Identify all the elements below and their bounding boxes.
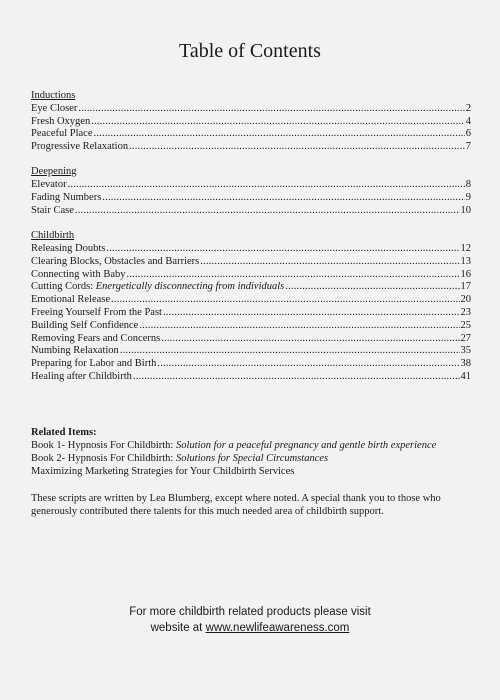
toc-entry bbox=[31, 294, 471, 307]
toc-entry bbox=[31, 128, 471, 141]
section-heading: Childbirth bbox=[31, 230, 75, 242]
dot-leader bbox=[91, 116, 465, 129]
toc-section-deepening bbox=[31, 166, 471, 217]
entry-page-number: 13 bbox=[460, 255, 471, 267]
entry-title: Building Self Confidence bbox=[31, 319, 139, 331]
footer-website-line bbox=[0, 620, 500, 636]
dot-leader bbox=[120, 345, 460, 358]
toc-entry bbox=[31, 205, 471, 218]
entry-page-number: 20 bbox=[460, 294, 471, 306]
toc-section-inductions bbox=[31, 90, 471, 154]
entry-page-number: 27 bbox=[460, 332, 471, 344]
dot-leader bbox=[200, 256, 459, 269]
entry-page-number: 10 bbox=[460, 204, 471, 216]
related-item bbox=[31, 439, 481, 452]
toc-entry bbox=[31, 320, 471, 333]
entry-page-number: 6 bbox=[465, 128, 471, 140]
dot-leader bbox=[157, 358, 459, 371]
dot-leader bbox=[129, 141, 465, 154]
entry-title bbox=[31, 281, 284, 294]
toc-entry bbox=[31, 307, 471, 320]
toc-entry bbox=[31, 358, 471, 371]
entry-page-number: 25 bbox=[460, 319, 471, 331]
entry-page-number: 9 bbox=[465, 192, 471, 204]
entry-subtitle: Energetically disconnecting from individuals bbox=[95, 281, 285, 293]
entry-title: Progressive Relaxation bbox=[31, 141, 129, 153]
entry-page-number: 4 bbox=[465, 115, 471, 127]
dot-leader bbox=[111, 294, 459, 307]
footer-prefix: website at bbox=[150, 622, 206, 634]
toc-entry bbox=[31, 192, 471, 205]
entry-title: Numbing Relaxation bbox=[31, 345, 119, 357]
toc-entry bbox=[31, 141, 471, 154]
entry-page-number: 12 bbox=[460, 242, 471, 254]
entry-page-number: 7 bbox=[465, 141, 471, 153]
related-item bbox=[31, 452, 481, 465]
entry-page-number: 41 bbox=[460, 370, 471, 382]
related-item bbox=[31, 465, 481, 478]
toc-section-childbirth bbox=[31, 230, 471, 384]
entry-title: Fresh Oxygen bbox=[31, 115, 91, 127]
toc-entry bbox=[31, 256, 471, 269]
entry-page-number: 38 bbox=[460, 358, 471, 370]
entry-page-number: 8 bbox=[465, 179, 471, 191]
related-item-text: Book 1- Hypnosis For Childbirth: bbox=[31, 440, 176, 451]
entry-title: Releasing Doubts bbox=[31, 242, 106, 254]
dot-leader bbox=[106, 243, 459, 256]
toc-entry bbox=[31, 116, 471, 129]
author-note: These scripts are written by Lea Blumberg, except where noted. A special thank you to those who generously contributed there talents for this much needed area of childbirth support. bbox=[31, 493, 441, 517]
entry-title: Removing Fears and Concerns bbox=[31, 332, 161, 344]
dot-leader bbox=[102, 192, 464, 205]
dot-leader bbox=[78, 103, 464, 116]
dot-leader bbox=[94, 128, 465, 141]
toc-entry bbox=[31, 371, 471, 384]
table-of-contents bbox=[31, 90, 471, 396]
toc-entry bbox=[31, 269, 471, 282]
entry-page-number: 17 bbox=[460, 281, 471, 293]
dot-leader bbox=[133, 371, 460, 384]
toc-entry bbox=[31, 243, 471, 256]
related-item-subtitle: Solution for a peaceful pregnancy and gentle birth experience bbox=[175, 440, 437, 451]
related-items-heading: Related Items: bbox=[31, 427, 97, 438]
entry-title: Preparing for Labor and Birth bbox=[31, 358, 157, 370]
footer bbox=[0, 604, 500, 636]
related-item-subtitle: Solutions for Special Circumstances bbox=[175, 453, 329, 464]
page-title: Table of Contents bbox=[179, 40, 321, 62]
entry-title: Elevator bbox=[31, 179, 67, 191]
toc-entry bbox=[31, 345, 471, 358]
dot-leader bbox=[68, 179, 465, 192]
toc-entry bbox=[31, 179, 471, 192]
entry-title: Healing after Childbirth bbox=[31, 370, 132, 382]
dot-leader bbox=[127, 269, 460, 282]
entry-title: Eye Closer bbox=[31, 102, 78, 114]
entry-page-number: 2 bbox=[465, 102, 471, 114]
website-link[interactable]: www.newlifeawareness.com bbox=[205, 622, 350, 634]
dot-leader bbox=[285, 281, 459, 294]
entry-title: Freeing Yourself From the Past bbox=[31, 306, 162, 318]
entry-title: Clearing Blocks, Obstacles and Barriers bbox=[31, 255, 200, 267]
entry-title: Connecting with Baby bbox=[31, 268, 126, 280]
toc-entry bbox=[31, 333, 471, 346]
entry-page-number: 23 bbox=[460, 306, 471, 318]
entry-title-main: Cutting Cords: bbox=[31, 281, 96, 293]
entry-page-number: 16 bbox=[460, 268, 471, 280]
entry-title: Fading Numbers bbox=[31, 192, 102, 204]
section-heading: Deepening bbox=[31, 166, 77, 178]
dot-leader bbox=[163, 307, 460, 320]
dot-leader bbox=[139, 320, 459, 333]
dot-leader bbox=[161, 333, 459, 346]
toc-entry bbox=[31, 103, 471, 116]
toc-entry bbox=[31, 281, 471, 294]
footer-line: For more childbirth related products please visit bbox=[129, 606, 371, 618]
related-items bbox=[31, 426, 481, 478]
related-item-text: Book 2- Hypnosis For Childbirth: bbox=[31, 453, 176, 464]
entry-page-number: 35 bbox=[460, 345, 471, 357]
section-heading: Inductions bbox=[31, 90, 76, 101]
entry-title: Stair Case bbox=[31, 204, 74, 216]
related-item-text: Maximizing Marketing Strategies for Your Childbirth Services bbox=[31, 466, 295, 477]
entry-title: Emotional Release bbox=[31, 294, 111, 306]
entry-title: Peaceful Place bbox=[31, 128, 93, 140]
dot-leader bbox=[75, 205, 460, 218]
